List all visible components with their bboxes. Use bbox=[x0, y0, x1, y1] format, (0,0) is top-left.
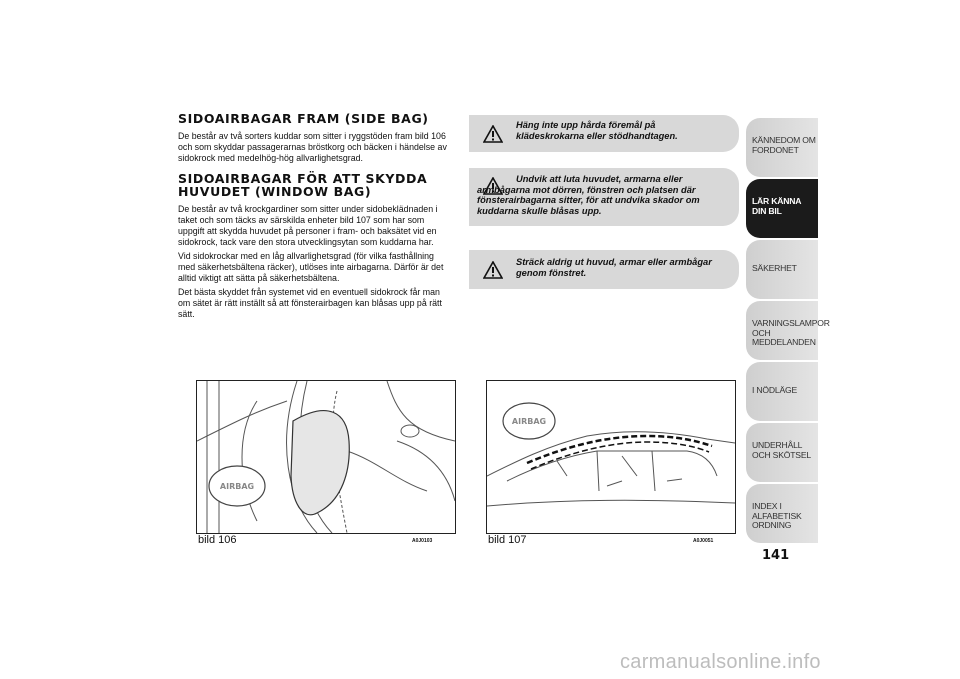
tab-label: UNDERHÅLL OCH SKÖTSEL bbox=[752, 440, 811, 460]
airbag-label: AIRBAG bbox=[511, 417, 547, 426]
tab-i-nodlage[interactable] bbox=[746, 362, 818, 421]
tab-varningslampor[interactable] bbox=[746, 301, 830, 360]
airbag-label: AIRBAG bbox=[219, 482, 255, 491]
tab-lar-kanna-din-bil[interactable] bbox=[746, 179, 818, 238]
warning-text-lean: Undvik att luta huvudet, armarna eller armbågarna mot dörren, fönstren och platsen där fönsterairbagarna sitter, för att undvika skador om kuddarna skulle blåsas upp. bbox=[477, 174, 700, 216]
section-heading-side-bag: SIDOAIRBAGAR FRAM (SIDE BAG) bbox=[178, 111, 429, 126]
section-heading-window-bag bbox=[178, 172, 450, 198]
figure-107-caption: bild 107 bbox=[488, 534, 527, 546]
window-bag-heading-line2: HUVUDET (WINDOW BAG) bbox=[178, 184, 372, 199]
tab-label: KÄNNEDOM OM FORDONET bbox=[752, 135, 816, 155]
tab-label: VARNINGSLAMPOR OCH MEDDELANDEN bbox=[752, 318, 830, 347]
window-bag-heading-line1: SIDOAIRBAGAR FÖR ATT SKYDDA bbox=[178, 171, 428, 186]
tab-label: INDEX I ALFABETISK ORDNING bbox=[752, 501, 802, 530]
window-curtain-airbag-illustration bbox=[487, 381, 735, 533]
tab-label: SÄKERHET bbox=[752, 263, 797, 273]
window-bag-paragraph-3: Det bästa skyddet från systemet vid en eventuell sidokrock får man om sätet är rätt inställt så att fönsterairbagen kan blåsas upp på rätt sätt. bbox=[178, 287, 442, 320]
page-number: 141 bbox=[762, 548, 790, 563]
seat-side-airbag-illustration bbox=[197, 381, 455, 533]
warning-triangle-icon bbox=[483, 261, 503, 279]
tab-label: LÄR KÄNNA DIN BIL bbox=[752, 196, 801, 216]
warning-box-window bbox=[469, 250, 739, 289]
warning-text-hooks: Häng inte upp hårda föremål på klädeskrokarna eller stödhandtagen. bbox=[516, 120, 678, 141]
warning-text-window: Sträck aldrig ut huvud, armar eller armbågar genom fönstret. bbox=[516, 257, 712, 278]
tab-underhall-och-skotsel[interactable] bbox=[746, 423, 818, 482]
warning-triangle-icon bbox=[483, 125, 503, 143]
window-bag-paragraph-1: De består av två krockgardiner som sitter under sidobeklädnaden i taket och som täcks av särskilda enheter bild 107 som har som uppgift att skydda huvudet på personer i fram- och baksätet vid en sidokrock, tack vare den stora utvecklingsytan som kuddarna har. bbox=[178, 204, 438, 248]
tab-sakerhet[interactable] bbox=[746, 240, 818, 299]
left-column bbox=[178, 112, 450, 320]
figure-107-code: A0J0051 bbox=[693, 538, 714, 544]
warning-box-hooks bbox=[469, 115, 739, 152]
window-bag-paragraph-2: Vid sidokrockar med en låg allvarlighetsgrad (för vilka fasthållning med säkerhetsbältena räcker), utlöses inte airbagarna. Därför är det alltid viktigt att sätta på säkerhetsbältena. bbox=[178, 251, 444, 284]
tab-kannedom-om-fordonet[interactable] bbox=[746, 118, 818, 177]
figure-106-caption: bild 106 bbox=[198, 534, 237, 546]
tab-label: I NÖDLÄGE bbox=[752, 385, 797, 395]
side-bag-paragraph: De består av två sorters kuddar som sitter i ryggstöden fram bild 106 och som skyddar passagerarnas bröstkorg och bäcken i händelse av sidokrock med medelhög-hög allvarlighetsgrad. bbox=[178, 131, 447, 164]
tab-index[interactable] bbox=[746, 484, 818, 543]
figure-106-seat-airbag bbox=[196, 380, 456, 534]
figure-107-window-airbag bbox=[486, 380, 736, 534]
watermark: carmanualsonline.info bbox=[620, 651, 821, 673]
figure-106-code: A0J0103 bbox=[412, 538, 433, 544]
warning-box-lean bbox=[469, 168, 739, 226]
